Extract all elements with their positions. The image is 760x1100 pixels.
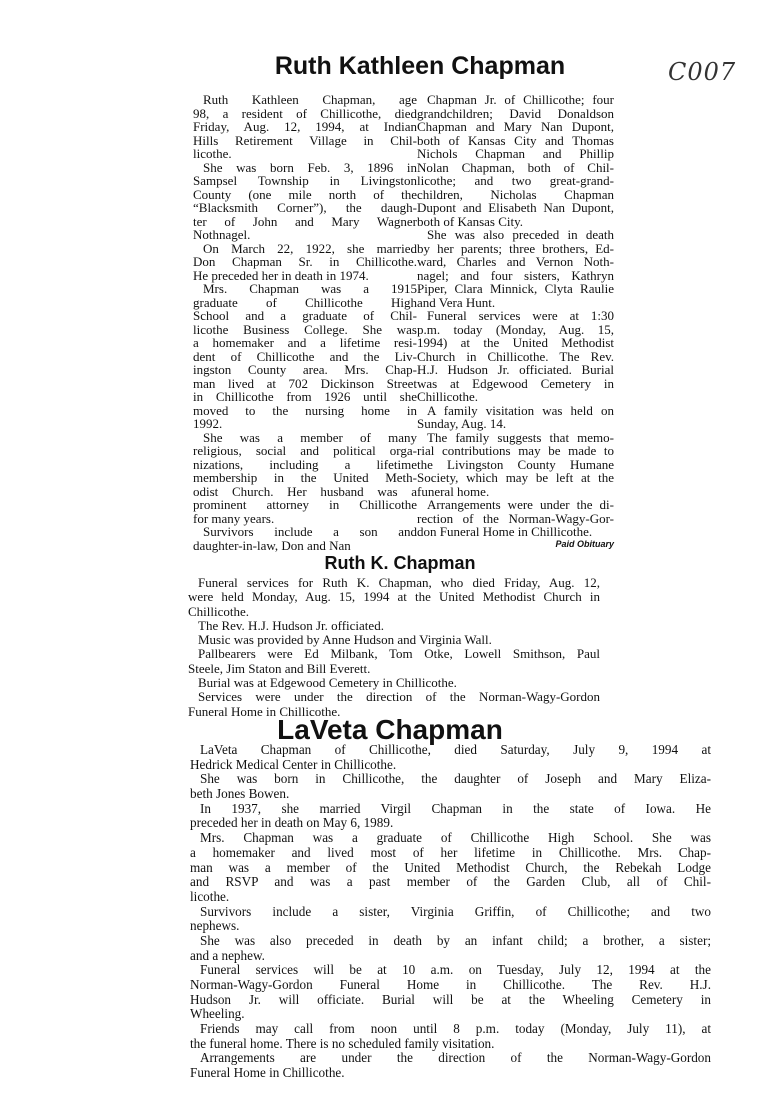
text-line: Church in Chillicothe. The Rev. [417,348,614,364]
paragraph [190,772,711,801]
text-line: Don Chapman Sr. in Chillicothe. [193,254,417,269]
text-line: Funeral services will be at 10 a.m. on Tuesday, July 12, 1994 at the [200,962,711,978]
text-line: and RSVP and was a past member of the Garden Club, all of Chil- [190,874,711,890]
text-line: On March 22, 1922, she married [203,240,417,256]
text-line: and a nephew. [190,947,265,963]
paragraph [193,93,417,161]
paragraph [190,963,711,1022]
text-line: and Vera Hunt. [417,294,496,310]
obituary-title-ruth-k-chapman: Ruth K. Chapman [324,553,476,573]
text-line: prominent attorney in Chillicothe [193,497,417,512]
text-line: man was a member of the United Methodist Church, the Rebekah Lodge [190,859,711,875]
text-line: Dupont and Elisabeth Nan Dupont, [417,200,614,215]
text-line: Funeral Home in Chillicothe. [188,703,341,719]
obituary-title-ruth-kathleen-chapman: Ruth Kathleen Chapman [274,52,566,80]
text-line: Services were under the direction of the Norman-Wagy-Gordon [198,689,600,705]
text-line: p.m. today (Monday, Aug. 15, [417,321,614,337]
text-line: Sampsel Township in Livingston [193,173,417,188]
text-line: licothe. [190,888,230,904]
text-line: Hudson Jr. will officiate. Burial will be at the Wheeling Cemetery in [190,991,711,1007]
text-line: preceded her in death on May 6, 1989. [190,815,394,831]
paragraph [188,633,600,647]
text-line: Survivors include a sister, Virginia Griffin, of Chillicothe; and two [200,903,711,919]
text-line: a homemaker and a lifetime resi- [193,335,417,350]
text-line: both of Kansas City and Thomas [417,132,614,148]
text-line: dent of Chillicothe and the Liv- [193,348,417,364]
text-line: a homemaker and lived most of her lifetime in Chillicothe. Mrs. Chap- [190,844,711,860]
text-line: She was born in Chillicothe, the daughter of Joseph and Mary Eliza- [200,771,711,787]
text-line: moved to the nursing home in [193,402,417,418]
text-line: 1994) at the United Methodist [417,335,614,350]
text-line: Arrangements were under the di- [427,497,614,512]
paragraph [193,431,417,526]
article2-body [188,576,600,719]
text-line: Friends may call from noon until 8 p.m. today (Monday, July 11), at [200,1021,711,1037]
paragraph [417,93,614,228]
text-line: She was also preceded in death by an infant child; a brother, a sister; [200,932,711,948]
text-line: children, Nicholas Chapman [417,186,614,202]
paragraph [417,431,614,499]
text-line: Funeral services for Ruth K. Chapman, who died Friday, Aug. 12, [198,575,600,590]
text-line: ward, Charles and Vernon Noth- [417,254,614,269]
text-line: Pallbearers were Ed Milbank, Tom Otke, Lowell Smithson, Paul [198,646,600,662]
text-line: in Chillicothe from 1926 until she [193,389,417,404]
text-line: Chillicothe. [417,389,479,404]
paragraph [193,525,417,552]
text-line: for many years. [193,510,275,526]
text-line: Mrs. Chapman was a graduate of Chillicothe High School. She was [200,830,711,846]
text-line: man lived at 702 Dickinson Street [193,375,417,391]
paragraph [417,228,614,309]
text-line: Burial was at Edgewood Cemetery in Chillicothe. [198,675,457,691]
text-line: Wheeling. [190,1006,245,1022]
paid-obituary-tag: Paid Obituary [555,538,614,549]
text-line: were held Monday, Aug. 15, 1994 at the United Methodist Church in [188,589,600,605]
text-line: nephews. [190,918,240,934]
article1-column-2 [417,93,614,550]
text-line: “Blacksmith Corner”), the daugh- [193,200,417,215]
text-line: Funeral Home in Chillicothe. [190,1065,345,1081]
text-line: was at Edgewood Cemetery in [417,375,614,391]
text-line: daughter-in-law, Don and Nan [193,537,351,553]
paragraph [193,242,417,283]
text-line: nizations, including a lifetime [193,456,417,472]
text-line: The family suggests that memo- [427,429,614,445]
text-line: funeral home. [417,483,490,499]
text-line: She was born Feb. 3, 1896 in [203,159,417,175]
text-line: licothe; and two great-grand- [417,173,614,188]
paragraph [190,831,711,904]
text-line: Nothnagel. [193,227,251,242]
text-line: 1992. [193,416,223,431]
text-line: rial contributions may be made to [417,443,614,458]
paragraph [190,743,711,772]
text-line: grandchildren; David Donaldson [417,105,614,121]
article1-column-1 [193,93,417,552]
paragraph [417,309,614,404]
text-line: Piper, Clara Minnick, Clyta Raulie [417,281,614,296]
text-line: Nichols Chapman and Phillip [417,146,614,161]
text-line: rection of the Norman-Wagy-Gor- [417,510,614,526]
text-line: ingston County area. Mrs. Chap- [193,362,417,377]
text-line: In 1937, she married Virgil Chapman in the state of Iowa. He [200,800,711,816]
paragraph [188,576,600,619]
text-line: Nolan Chapman, both of Chil- [417,159,614,175]
text-line: Mrs. Chapman was a 1915 [203,281,417,296]
text-line: odist Church. Her husband was a [193,483,417,499]
text-line: Arrangements are under the direction of the Norman-Wagy-Gordon [200,1050,711,1066]
text-line: LaVeta Chapman of Chillicothe, died Saturday, July 9, 1994 at [200,742,711,757]
text-line: beth Jones Bowen. [190,786,290,802]
text-line: both of Kansas City. [417,213,524,229]
text-line: by her parents; three brothers, Ed- [417,240,614,256]
text-line: Chapman Jr. of Chillicothe; four [427,92,614,107]
text-line: Survivors include a son and [203,524,417,539]
paragraph [193,282,417,431]
text-line: licothe Business College. She was [193,321,417,337]
text-line: membership in the United Meth- [193,470,417,485]
text-line: ter of John and Mary Wagner [193,213,417,229]
text-line: Society, which may be left at the [417,470,614,485]
paragraph [188,676,600,690]
paragraph [417,498,614,539]
text-line: nagel; and four sisters, Kathryn [417,267,614,283]
text-line: Chapman and Mary Nan Dupont, [417,119,614,134]
text-line: School and a graduate of Chil- [193,308,417,323]
paragraph [190,802,711,831]
text-line: graduate of Chillicothe High [193,294,417,310]
text-line: County (one mile north of the [193,186,417,202]
text-line: the Livingston County Humane [417,456,614,472]
text-line: Chillicothe. [188,603,250,619]
paragraph [190,934,711,963]
text-line: Hills Retirement Village in Chil- [193,132,417,148]
paragraph [188,647,600,676]
text-line: Funeral services were at 1:30 [427,308,614,323]
text-line: The Rev. H.J. Hudson Jr. officiated. [198,617,384,633]
handwritten-page-number: C007 [668,58,737,86]
text-line: He preceded her in death in 1974. [193,267,369,283]
text-line: She was a member of many [203,429,417,445]
paragraph [193,161,417,242]
text-line: Sunday, Aug. 14. [417,416,507,431]
text-line: 98, a resident of Chillicothe, died [193,105,417,121]
paragraph [190,1022,711,1051]
obituary-title-laveta-chapman: LaVeta Chapman [277,714,503,745]
text-line: Music was provided by Anne Hudson and Virginia Wall. [198,632,492,648]
text-line: Norman-Wagy-Gordon Funeral Home in Chillicothe. The Rev. H.J. [190,977,711,992]
paragraph [190,905,711,934]
text-line: A family visitation was held on [427,402,614,418]
text-line: Steele, Jim Staton and Bill Everett. [188,660,371,676]
text-line: H.J. Hudson Jr. officiated. Burial [417,362,614,377]
text-line: licothe. [193,146,232,161]
text-line: Friday, Aug. 12, 1994, at Indian [193,119,417,134]
text-line: don Funeral Home in Chillicothe. [417,524,593,539]
paragraph [188,619,600,633]
text-line: She was also preceded in death [427,227,614,242]
text-line: Hedrick Medical Center in Chillicothe. [190,756,397,772]
paragraph [417,404,614,431]
text-line: the funeral home. There is no scheduled family visitation. [190,1035,495,1051]
paragraph [190,1051,711,1080]
text-line: religious, social and political orga- [193,443,417,458]
article3-body [190,743,711,1081]
text-line: Ruth Kathleen Chapman, age [203,92,417,107]
